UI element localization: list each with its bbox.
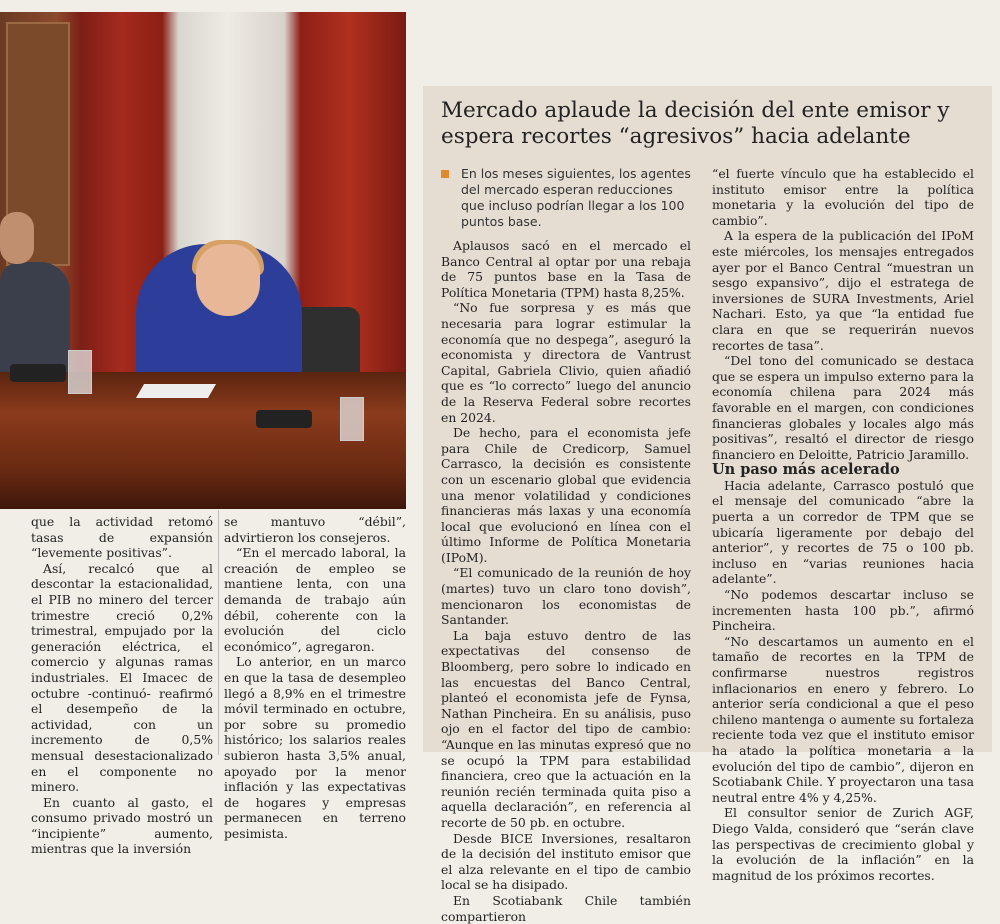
paragraph: Lo anterior, en un marco en que la tasa de desempleo llegó a 8,9% en el trimestre móvil terminado en octubre, por sobre su promedio histórico; los salarios reales subieron hasta 3,5% anual, apoyado por la menor inflación y las expectativas de hogares y empresas permanecen en terreno pesimista. [224, 654, 406, 841]
paragraph: La baja estuvo dentro de las expectativas del consenso de Bloomberg, pero sobre lo indicado en las encuestas del Banco Central, planteó el economista jefe de Fynsa, Nathan Pincheira. En su análisis, puso ojo en el factor del tipo de cambio: “Aunque en las minutas expresó que no se ocupó la TPM para estabilidad financiera, creo que la actuación en la reunión recién terminada quita piso a aquella declaración”, en referencia al recorte de 50 pb. en octubre. [441, 627, 691, 830]
column-divider [218, 510, 219, 755]
paragraph: “Del tono del comunicado se destaca que se espera un impulso externo para la economía chilena para 2024 más favorable en el margen, con condiciones financieras globales y locales algo más positivas”, resaltó el director de riesgo financiero en Deloitte, Patricio Jaramillo. [712, 353, 974, 462]
paragraph: “No podemos descartar incluso se incrementen hasta 100 pb.”, afirmó Pincheira. [712, 587, 974, 634]
box-headline: Mercado aplaude la decisión del ente emisor y espera recortes “agresivos” hacia adelante [441, 98, 950, 149]
article-photo [0, 12, 406, 509]
paragraph: Hacia adelante, Carrasco postuló que el mensaje del comunicado “abre la puerta a un corredor de TPM que se ubicaría ligeramente por debajo del anterior”, y recortes de 75 o 100 pb. incluso en “varias reuniones hacia adelante”. [712, 477, 974, 587]
box-column-1 [441, 238, 691, 924]
paragraph: “En el mercado laboral, la creación de empleo se mantiene lenta, con una demanda de trabajo aún débil, coherente con la evolución del ciclo económico”, agregaron. [224, 545, 406, 654]
paragraph: Aplausos sacó en el mercado el Banco Central al optar por una rebaja de 75 puntos base en la Tasa de Política Monetaria (TPM) hasta 8,25%. [441, 238, 691, 300]
paragraph: que la actividad retomó tasas de expansión “levemente positivas”. [31, 514, 213, 561]
paragraph: se mantuvo “débil”, advirtieron los consejeros. [224, 514, 406, 545]
paragraph: Desde BICE Inversiones, resaltaron de la decisión del instituto emisor que el alza relevante en el tipo de cambio local se ha disipado. [441, 830, 691, 893]
left-column-2 [224, 514, 406, 841]
paragraph: “El comunicado de la reunión de hoy (martes) tuvo un claro tono dovish”, mencionaron los economistas de Santander. [441, 565, 691, 628]
paragraph: En cuanto al gasto, el consumo privado mostró un “incipiente” aumento, mientras que la inversión [31, 794, 213, 857]
paragraph: “No descartamos un aumento en el tamaño de recortes en la TPM de confirmarse nuestros registros inflacionarios en enero y febrero. Lo anterior sería condicional a que el peso chileno mantenga o aumente su fortaleza reciente toda vez que el instituto emisor ha atado la política monetaria a la evolución del tipo de cambio”, dijeron en Scotiabank Chile. Y proyectaron una tasa neutral entre 4% y 4,25%. [712, 633, 974, 805]
paragraph: “No fue sorpresa y es más que necesaria para lograr estimular la economía que no despega”, aseguró la economista y directora de Vantrust Capital, Gabriela Clivio, quien añadió que es “lo correcto” luego del anuncio de la Reserva Federal sobre recortes en 2024. [441, 300, 691, 425]
paragraph: “el fuerte vínculo que ha establecido el instituto emisor entre la política monetaria y la evolución del tipo de cambio”. [712, 166, 974, 228]
left-column-1 [31, 514, 213, 857]
square-bullet-icon [441, 170, 449, 178]
lead-paragraph [441, 166, 691, 230]
paragraph: A la espera de la publicación del IPoM este miércoles, los mensajes entregados ayer por el Banco Central “muestran un sesgo expansivo”, dijo el estratega de inversiones de SURA Investments, Ariel Nachari. Esto, ya que “la entidad fue clara en que se requerirán nuevos recortes de tasa”. [712, 228, 974, 353]
paragraph: El consultor senior de Zurich AGF, Diego Valda, consideró que “serán clave las perspectivas de crecimiento global y la evolución de la inflación” en la magnitud de los próximos recortes. [712, 805, 974, 883]
paragraph: Así, recalcó que al descontar la estacionalidad, el PIB no minero del tercer trimestre creció 0,2% trimestral, empujado por la generación eléctrica, el comercio y algunas ramas industriales. El Imacec de octubre -continuó- reafirmó el desempeño de la actividad, con un incremento de 0,5% mensual desestacionalizado en el componente no minero. [31, 560, 213, 795]
subheading: Un paso más acelerado [712, 461, 900, 479]
box-column-2 [712, 166, 974, 883]
paragraph: En Scotiabank Chile también compartieron [441, 892, 691, 924]
paragraph: De hecho, para el economista jefe para Chile de Credicorp, Samuel Carrasco, la decisión es consistente con un escenario global que evidencia una menor volatilidad y condiciones financieras más laxas y una economía local que evolucionó en línea con el último Informe de Política Monetaria (IPoM). [441, 425, 691, 565]
lead-text: En los meses siguientes, los agentes del mercado esperan reducciones que incluso podrían llegar a los 100 puntos base. [461, 166, 691, 229]
